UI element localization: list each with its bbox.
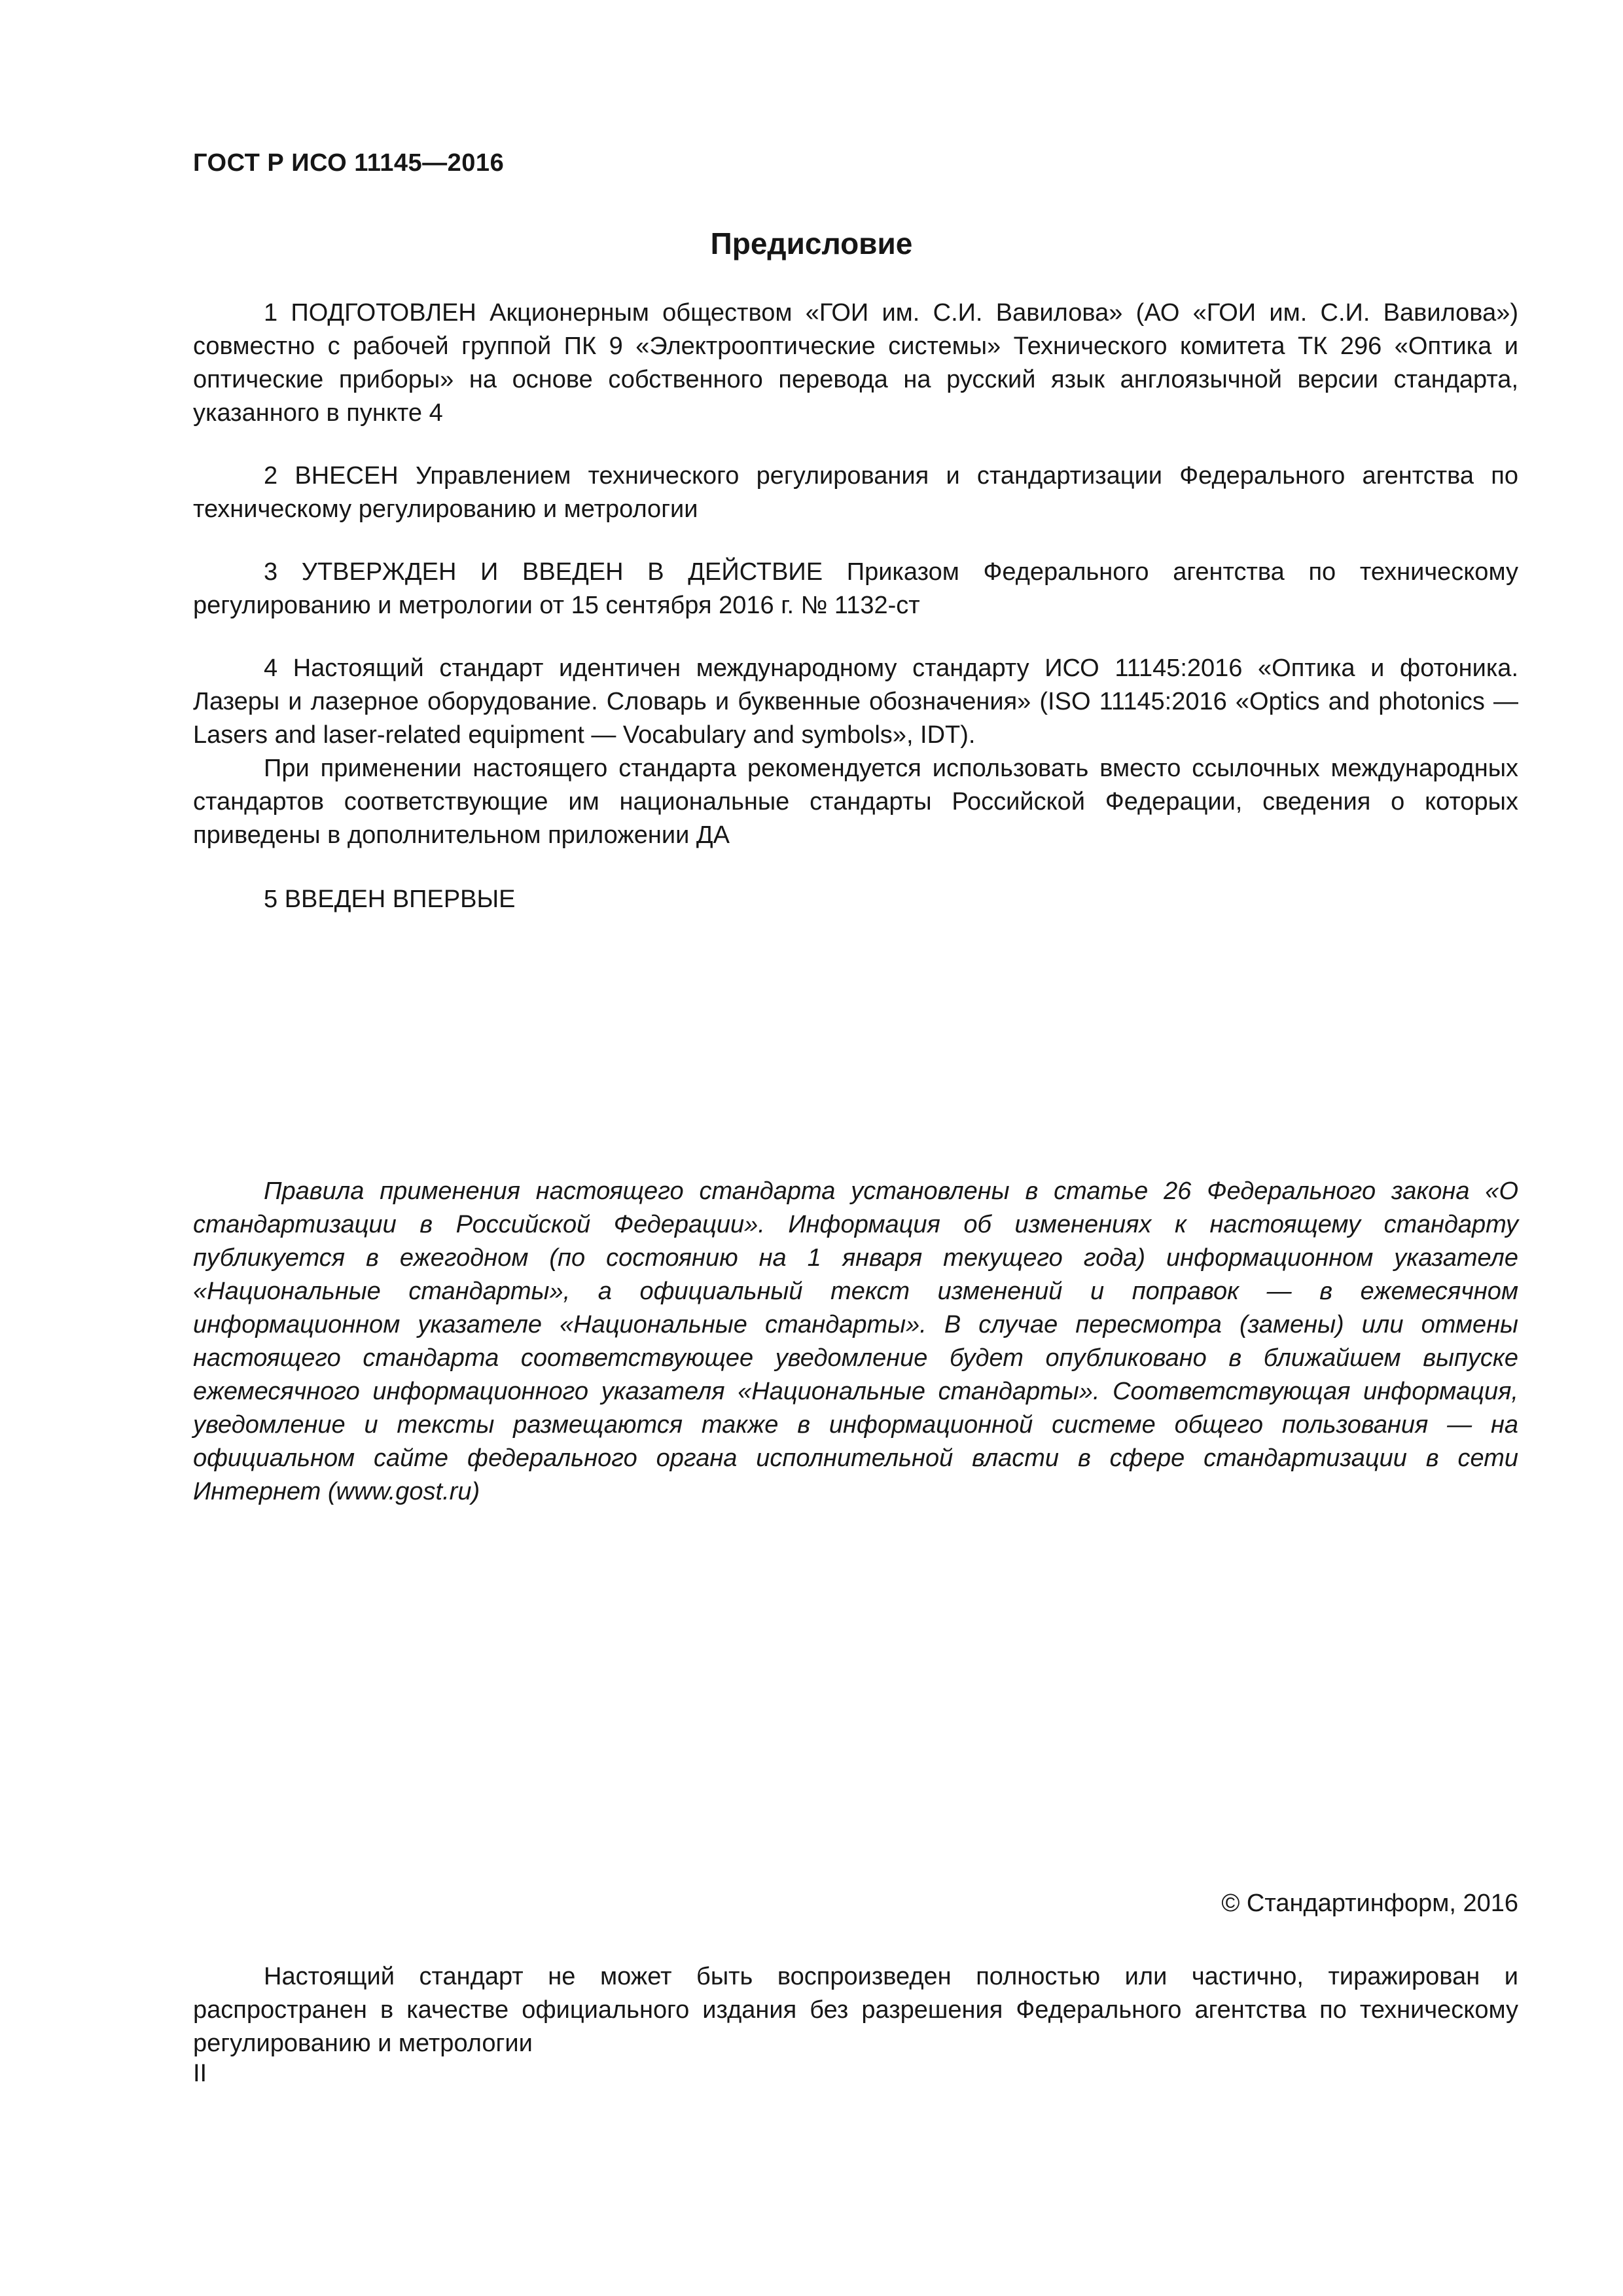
application-rules-notice: Правила применения настоящего стандарта установлены в статье 26 Федерального закона «О стандартизации в Российской Федерации». Информация об изменениях к настоящему стандарту публикуется в ежегодном (по состоянию на 1 января текущего года) информационном указателе «Национальные стандарты», а официальный текст изменений и поправок — в ежемесячном информационном указателе «Национальные стандарты». В случае пересмотра (замены) или отмены настоящего стандарта соответствующее уведомление будет опубликовано в ближайшем выпуске ежемесячного информационного указателя «Национальные стандарты». Соответствующая информация, уведомление и тексты размещаются также в информационной системе общего пользования — на официальном сайте федерального органа исполнительной власти в сфере стандартизации в сети Интернет (www.gost.ru) <box>193 1177 1518 1505</box>
reproduction-notice: Настоящий стандарт не может быть воспроизведен полностью или частично, тиражирован и распространен в качестве официального издания без разрешения Федерального агентства по техническому регулированию и метрологии <box>193 1963 1518 2057</box>
copyright: © Стандартинформ, 2016 <box>1221 1890 1518 1917</box>
page-title: Предисловие <box>710 226 913 260</box>
paragraph-1-prepared: 1 ПОДГОТОВЛЕН Акционерным обществом «ГОИ им. С.И. Вавилова» (АО «ГОИ им. С.И. Вавилова») совместно с рабочей группой ПК 9 «Электрооптические системы» Технического комитета ТК 296 «Оптика и оптические приборы» на основе собственного перевода на русский язык англоязычной версии стандарта, указанного в пункте 4 <box>193 299 1518 427</box>
document-code: ГОСТ Р ИСО 11145—2016 <box>193 149 505 177</box>
paragraph-4-identical: 4 Настоящий стандарт идентичен международному стандарту ИСО 11145:2016 «Оптика и фотоника. Лазеры и лазерное оборудование. Словарь и буквенные обозначения» (ISO 11145:2016 «Optics and photonics — Lasers and laser-related equipment — Vocabulary and symbols», IDT). <box>193 655 1518 749</box>
paragraph-4-application-note: При применении настоящего стандарта рекомендуется использовать вместо ссылочных международных стандартов соответствующие им национальные стандарты Российской Федерации, сведения о которых приведены в дополнительном приложении ДА <box>193 755 1518 849</box>
paragraph-5-introduced: 5 ВВЕДЕН ВПЕРВЫЕ <box>264 886 516 913</box>
paragraph-2-submitted: 2 ВНЕСЕН Управлением технического регулирования и стандартизации Федерального агентства по техническому регулированию и метрологии <box>193 462 1518 523</box>
paragraph-3-approved: 3 УТВЕРЖДЕН И ВВЕДЕН В ДЕЙСТВИЕ Приказом Федерального агентства по техническому регулированию и метрологии от 15 сентября 2016 г. № 1132-ст <box>193 558 1518 619</box>
page-number: II <box>193 2060 207 2087</box>
